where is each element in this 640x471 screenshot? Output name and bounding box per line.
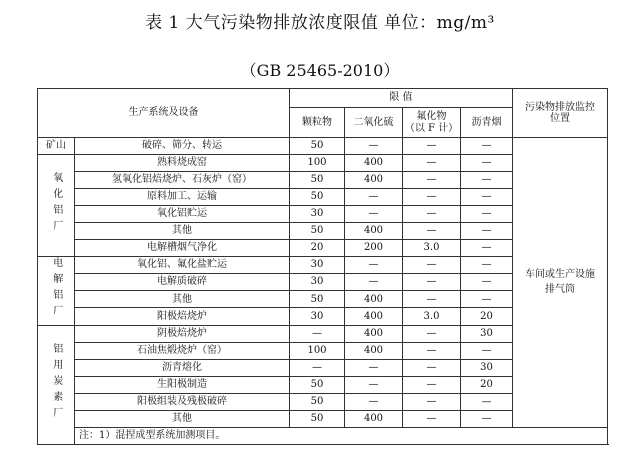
group-alumina: 氧化铝厂 [38,155,75,257]
cell-value: 30 [461,359,513,376]
cell-value: — [403,257,461,274]
cell-value: 3.0 [403,308,461,325]
cell-value: 20 [461,308,513,325]
cell-value: 400 [345,325,403,342]
cell-value: — [345,359,403,376]
cell-value: — [403,172,461,189]
row-name: 氢氧化铝焙烧炉、石灰炉（窑） [75,172,290,189]
cell-value: 30 [290,257,345,274]
location-cell: 车间或生产设施排气筒 [513,138,608,428]
cell-value: — [461,138,513,155]
cell-value: 50 [290,410,345,427]
cell-value: 30 [290,274,345,291]
cell-value: — [403,376,461,393]
row-name: 破碎、筛分、转运 [75,138,290,155]
cell-value: 50 [290,189,345,206]
row-name: 原料加工、运输 [75,189,290,206]
cell-value: 30 [290,308,345,325]
cell-value: 400 [345,223,403,240]
cell-value: — [345,257,403,274]
header-location: 污染物排放监控位置 [513,89,608,138]
cell-value: — [345,274,403,291]
cell-value: 20 [461,376,513,393]
cell-value: — [345,138,403,155]
cell-value: 100 [290,342,345,359]
cell-value: — [461,172,513,189]
cell-value: — [461,410,513,427]
row-name: 阳极焙烧炉 [75,308,290,325]
cell-value: — [403,359,461,376]
table-title: 表 1 大气污染物排放浓度限值 单位：mg/m³ [145,13,495,33]
row-name: 熟料烧成窑 [75,155,290,172]
row-name: 生阳极制造 [75,376,290,393]
cell-value: — [290,325,345,342]
header-system: 生产系统及设备 [38,89,290,138]
cell-value: 50 [290,172,345,189]
cell-value: — [403,342,461,359]
cell-value: 50 [290,138,345,155]
cell-value: — [403,325,461,342]
cell-value: 50 [290,376,345,393]
row-name: 其他 [75,291,290,308]
cell-value: — [461,257,513,274]
table-note: 注：1）混捏成型系统加测项目。 [75,427,608,444]
row-name: 氧化铝贮运 [75,206,290,223]
cell-value: 400 [345,291,403,308]
cell-value: — [403,291,461,308]
cell-value: — [403,189,461,206]
row-name: 阳极组装及残极破碎 [75,393,290,410]
row-name: 石油焦煅烧炉（窑） [75,342,290,359]
cell-value: 200 [345,240,403,257]
cell-value: — [461,240,513,257]
cell-value: — [461,155,513,172]
cell-value: 30 [290,206,345,223]
row-name: 电解质破碎 [75,274,290,291]
row-name: 其他 [75,223,290,240]
cell-value: — [290,359,345,376]
cell-value: 50 [290,291,345,308]
cell-value: — [403,155,461,172]
cell-value: 400 [345,155,403,172]
cell-value: — [461,274,513,291]
cell-value: 400 [345,172,403,189]
cell-value: — [403,393,461,410]
cell-value: 400 [345,342,403,359]
cell-value: — [403,223,461,240]
cell-value: 100 [290,155,345,172]
cell-value: — [461,342,513,359]
cell-value: 50 [290,223,345,240]
cell-value: — [461,206,513,223]
cell-value: — [403,206,461,223]
cell-value: — [403,410,461,427]
cell-value: — [461,291,513,308]
cell-value: — [403,138,461,155]
group-carbon: 铝用炭素厂 [38,325,75,444]
cell-value: — [345,376,403,393]
header-particulate: 颗粒物 [290,108,345,138]
emission-limits-table [37,88,608,445]
row-name: 沥青熔化 [75,359,290,376]
cell-value: — [461,223,513,240]
table-subtitle: （GB 25465-2010） [240,61,400,80]
cell-value: — [461,393,513,410]
cell-value: — [403,274,461,291]
row-name: 阴极焙烧炉 [75,325,290,342]
cell-value: 50 [290,393,345,410]
cell-value: — [345,189,403,206]
cell-value: 3.0 [403,240,461,257]
cell-value: 400 [345,308,403,325]
group-mine: 矿山 [38,138,75,155]
cell-value: 30 [461,325,513,342]
cell-value: — [345,206,403,223]
cell-value: — [345,393,403,410]
cell-value: — [461,189,513,206]
row-name: 氧化铝、氟化盐贮运 [75,257,290,274]
cell-value: 400 [345,410,403,427]
header-so2: 二氧化硫 [345,108,403,138]
header-asphalt-smoke: 沥青烟 [461,108,513,138]
cell-value: 20 [290,240,345,257]
header-fluoride: 氟化物 （以 F 计） [403,108,461,138]
group-electrolysis: 电解铝厂 [38,257,75,326]
header-limit: 限 值 [290,89,513,108]
row-name: 其他 [75,410,290,427]
row-name: 电解槽烟气净化 [75,240,290,257]
